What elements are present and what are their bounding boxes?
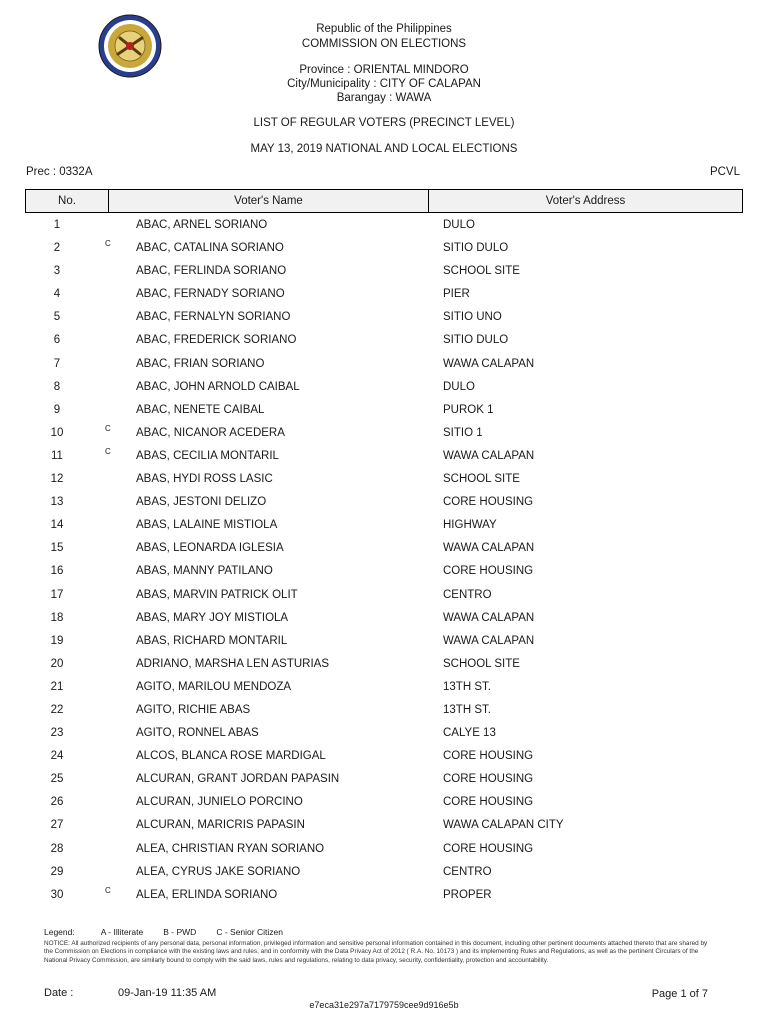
row-number: 4 [53, 288, 61, 301]
table-row [25, 260, 741, 283]
voter-address: DULO [443, 380, 475, 393]
voter-name: ABAC, NICANOR ACEDERA [136, 426, 285, 439]
row-number: 13 [50, 496, 64, 509]
voter-name: ABAS, CECILIA MONTARIL [136, 449, 279, 462]
table-row [25, 745, 741, 768]
voter-name: ALEA, CHRISTIAN RYAN SORIANO [136, 842, 325, 855]
voter-address: WAWA CALAPAN CITY [443, 819, 564, 832]
row-number: 16 [50, 565, 64, 578]
row-number: 24 [50, 750, 64, 763]
voter-address: WAWA CALAPAN [443, 634, 535, 647]
voter-name: ALCURAN, MARICRIS PAPASIN [136, 819, 305, 832]
voter-address: CORE HOUSING [443, 773, 534, 786]
voter-name: ABAC, FRIAN SORIANO [136, 357, 265, 370]
voter-name: ABAC, FERNADY SORIANO [136, 288, 285, 301]
voter-name: AGITO, MARILOU MENDOZA [136, 680, 292, 693]
table-row [25, 514, 741, 537]
row-number: 25 [50, 773, 64, 786]
table-row [25, 468, 741, 491]
voter-address: SITIO DULO [443, 242, 509, 255]
header-commission: COMMISSION ON ELECTIONS [301, 38, 467, 50]
list-code: PCVL [709, 166, 740, 178]
table-row [25, 422, 741, 445]
table-row [25, 861, 741, 884]
voter-address: WAWA CALAPAN [443, 449, 535, 462]
voter-name: ABAS, LEONARDA IGLESIA [136, 542, 284, 555]
table-row [25, 537, 741, 560]
row-number: 23 [50, 727, 64, 740]
row-number: 5 [53, 311, 61, 324]
row-number: 27 [50, 819, 64, 832]
table-row [25, 722, 741, 745]
row-number: 10 [50, 426, 64, 439]
voter-name: ABAC, FREDERICK SORIANO [136, 334, 297, 347]
voter-address: CENTRO [443, 588, 492, 601]
row-number: 26 [50, 796, 64, 809]
row-number: 3 [53, 265, 61, 278]
page-number: Page 1 of 7 [651, 988, 708, 1000]
row-number: 18 [50, 611, 64, 624]
voter-name: ABAS, HYDI ROSS LASIC [136, 473, 273, 486]
table-row [25, 814, 741, 837]
row-number: 9 [53, 403, 61, 416]
voter-name: ABAC, CATALINA SORIANO [136, 242, 284, 255]
list-title: LIST OF REGULAR VOTERS (PRECINCT LEVEL) [253, 117, 515, 129]
legend-item-senior: C - Senior Citizen [216, 927, 283, 937]
table-row [25, 653, 741, 676]
table-row [25, 237, 741, 260]
voter-name: ABAS, MANNY PATILANO [136, 565, 273, 578]
voter-name: ABAS, LALAINE MISTIOLA [136, 519, 278, 532]
voter-address: CORE HOUSING [443, 496, 534, 509]
voter-name: ABAS, JESTONI DELIZO [136, 496, 267, 509]
voter-name: AGITO, RONNEL ABAS [136, 727, 259, 740]
date-value: 09-Jan-19 11:35 AM [118, 987, 217, 999]
voter-name: ALCURAN, GRANT JORDAN PAPASIN [136, 773, 340, 786]
voter-name: ABAS, MARY JOY MISTIOLA [136, 611, 289, 624]
table-row [25, 329, 741, 352]
row-number: 11 [51, 449, 63, 462]
table-row [25, 214, 741, 237]
header-province: Province : ORIENTAL MINDORO [299, 64, 469, 76]
table-row [25, 445, 741, 468]
table-row [25, 399, 741, 422]
voter-list [25, 214, 741, 907]
table-row [25, 699, 741, 722]
voter-address: HIGHWAY [443, 519, 497, 532]
row-number: 6 [53, 334, 61, 347]
row-number: 17 [50, 588, 64, 601]
row-number: 12 [50, 473, 64, 486]
voter-address: CORE HOUSING [443, 842, 534, 855]
table-row [25, 584, 741, 607]
voter-address: SCHOOL SITE [443, 473, 520, 486]
voter-address: DULO [443, 219, 475, 231]
legend [44, 927, 303, 937]
voter-name: ABAC, FERNALYN SORIANO [136, 311, 291, 324]
row-flag: C [105, 239, 111, 249]
row-number: 19 [50, 634, 64, 647]
document-hash: e7eca31e297a7179759cee9d916e5b [309, 1000, 459, 1010]
row-number: 15 [50, 542, 64, 555]
voter-address: CORE HOUSING [443, 750, 534, 763]
voter-name: ALCURAN, JUNIELO PORCINO [136, 796, 303, 809]
voter-name: ADRIANO, MARSHA LEN ASTURIAS [136, 657, 329, 670]
legend-item-illiterate: A - Illiterate [100, 927, 144, 937]
table-row [25, 353, 741, 376]
row-flag: C [105, 446, 111, 456]
table-row [25, 768, 741, 791]
voter-address: WAWA CALAPAN [443, 611, 535, 624]
voter-name: ALEA, ERLINDA SORIANO [136, 888, 278, 901]
table-row [25, 560, 741, 583]
voter-address: CORE HOUSING [443, 565, 534, 578]
row-number: 29 [50, 865, 64, 878]
voter-name: ABAC, JOHN ARNOLD CAIBAL [136, 380, 300, 393]
row-flag: C [105, 423, 111, 433]
header-city: City/Municipality : CITY OF CALAPAN [287, 78, 481, 90]
row-number: 21 [50, 680, 64, 693]
table-row [25, 884, 741, 907]
table-row [25, 791, 741, 814]
voter-name: ABAC, ARNEL SORIANO [136, 219, 268, 231]
voter-name: ALEA, CYRUS JAKE SORIANO [136, 865, 301, 878]
table-row [25, 306, 741, 329]
voter-address: PIER [443, 288, 470, 301]
voter-address: 13TH ST. [443, 703, 491, 716]
date-label: Date : [44, 987, 74, 999]
legend-item-pwd: B - PWD [163, 927, 197, 937]
row-number: 8 [53, 380, 61, 393]
column-header-name: Voter's Name [109, 190, 429, 212]
row-number: 30 [50, 888, 64, 901]
table-row [25, 491, 741, 514]
voter-address: SITIO 1 [443, 426, 483, 439]
voter-address: 13TH ST. [443, 680, 491, 693]
header-republic: Republic of the Philippines [316, 23, 452, 35]
privacy-notice: NOTICE: All authorized recipients of any personal data, personal information, privileged information and sensitive personal information contained in this document, including other pertinent documents attached thereto that are shared by the Commission on Elections in compliance with the existing laws and rules, and in conformity with the Data Privacy Act of 2012 ( R.A. No. 10173 ) and its implementing Rules and Regulations, as well as the pertinent Circulars of the National Privacy Commission, are similarly bound to comply with the said laws, rules and regulations, relating to data privacy, security, confidentiality, protection and accountability. [44, 940, 708, 964]
voter-name: ABAC, NENETE CAIBAL [136, 403, 265, 416]
voter-address: WAWA CALAPAN [443, 357, 535, 370]
legend-title: Legend: [44, 927, 75, 937]
column-header-address: Voter's Address [545, 195, 626, 207]
voter-address: SCHOOL SITE [443, 657, 520, 670]
voter-name: ABAS, MARVIN PATRICK OLIT [136, 588, 298, 601]
row-number: 2 [53, 242, 61, 255]
election-title: MAY 13, 2019 NATIONAL AND LOCAL ELECTIONS [250, 143, 518, 155]
row-number: 28 [50, 842, 64, 855]
table-row [25, 376, 741, 399]
voter-name: ALCOS, BLANCA ROSE MARDIGAL [136, 750, 326, 763]
table-row [25, 630, 741, 653]
row-number: 22 [50, 703, 64, 716]
row-flag: C [105, 885, 111, 895]
voter-address: PROPER [443, 888, 492, 901]
voter-address: CENTRO [443, 865, 492, 878]
row-number: 1 [53, 219, 61, 231]
precinct-label: Prec : 0332A [26, 166, 93, 178]
voter-name: ABAC, FERLINDA SORIANO [136, 265, 287, 278]
column-header-no: No. [26, 190, 109, 212]
voter-address: CORE HOUSING [443, 796, 534, 809]
row-number: 14 [50, 519, 64, 532]
voter-address: SCHOOL SITE [443, 265, 520, 278]
voter-address: WAWA CALAPAN [443, 542, 535, 555]
row-number: 20 [50, 657, 64, 670]
table-row [25, 607, 741, 630]
header-barangay: Barangay : WAWA [336, 92, 432, 104]
voter-address: CALYE 13 [443, 727, 496, 740]
voter-address: SITIO DULO [443, 334, 509, 347]
table-row [25, 838, 741, 861]
voter-address: PUROK 1 [443, 403, 494, 416]
table-row [25, 283, 741, 306]
table-row [25, 676, 741, 699]
voter-address: SITIO UNO [443, 311, 502, 324]
voter-name: AGITO, RICHIE ABAS [136, 703, 251, 716]
voter-name: ABAS, RICHARD MONTARIL [136, 634, 288, 647]
row-number: 7 [53, 357, 61, 370]
table-header [25, 189, 743, 213]
